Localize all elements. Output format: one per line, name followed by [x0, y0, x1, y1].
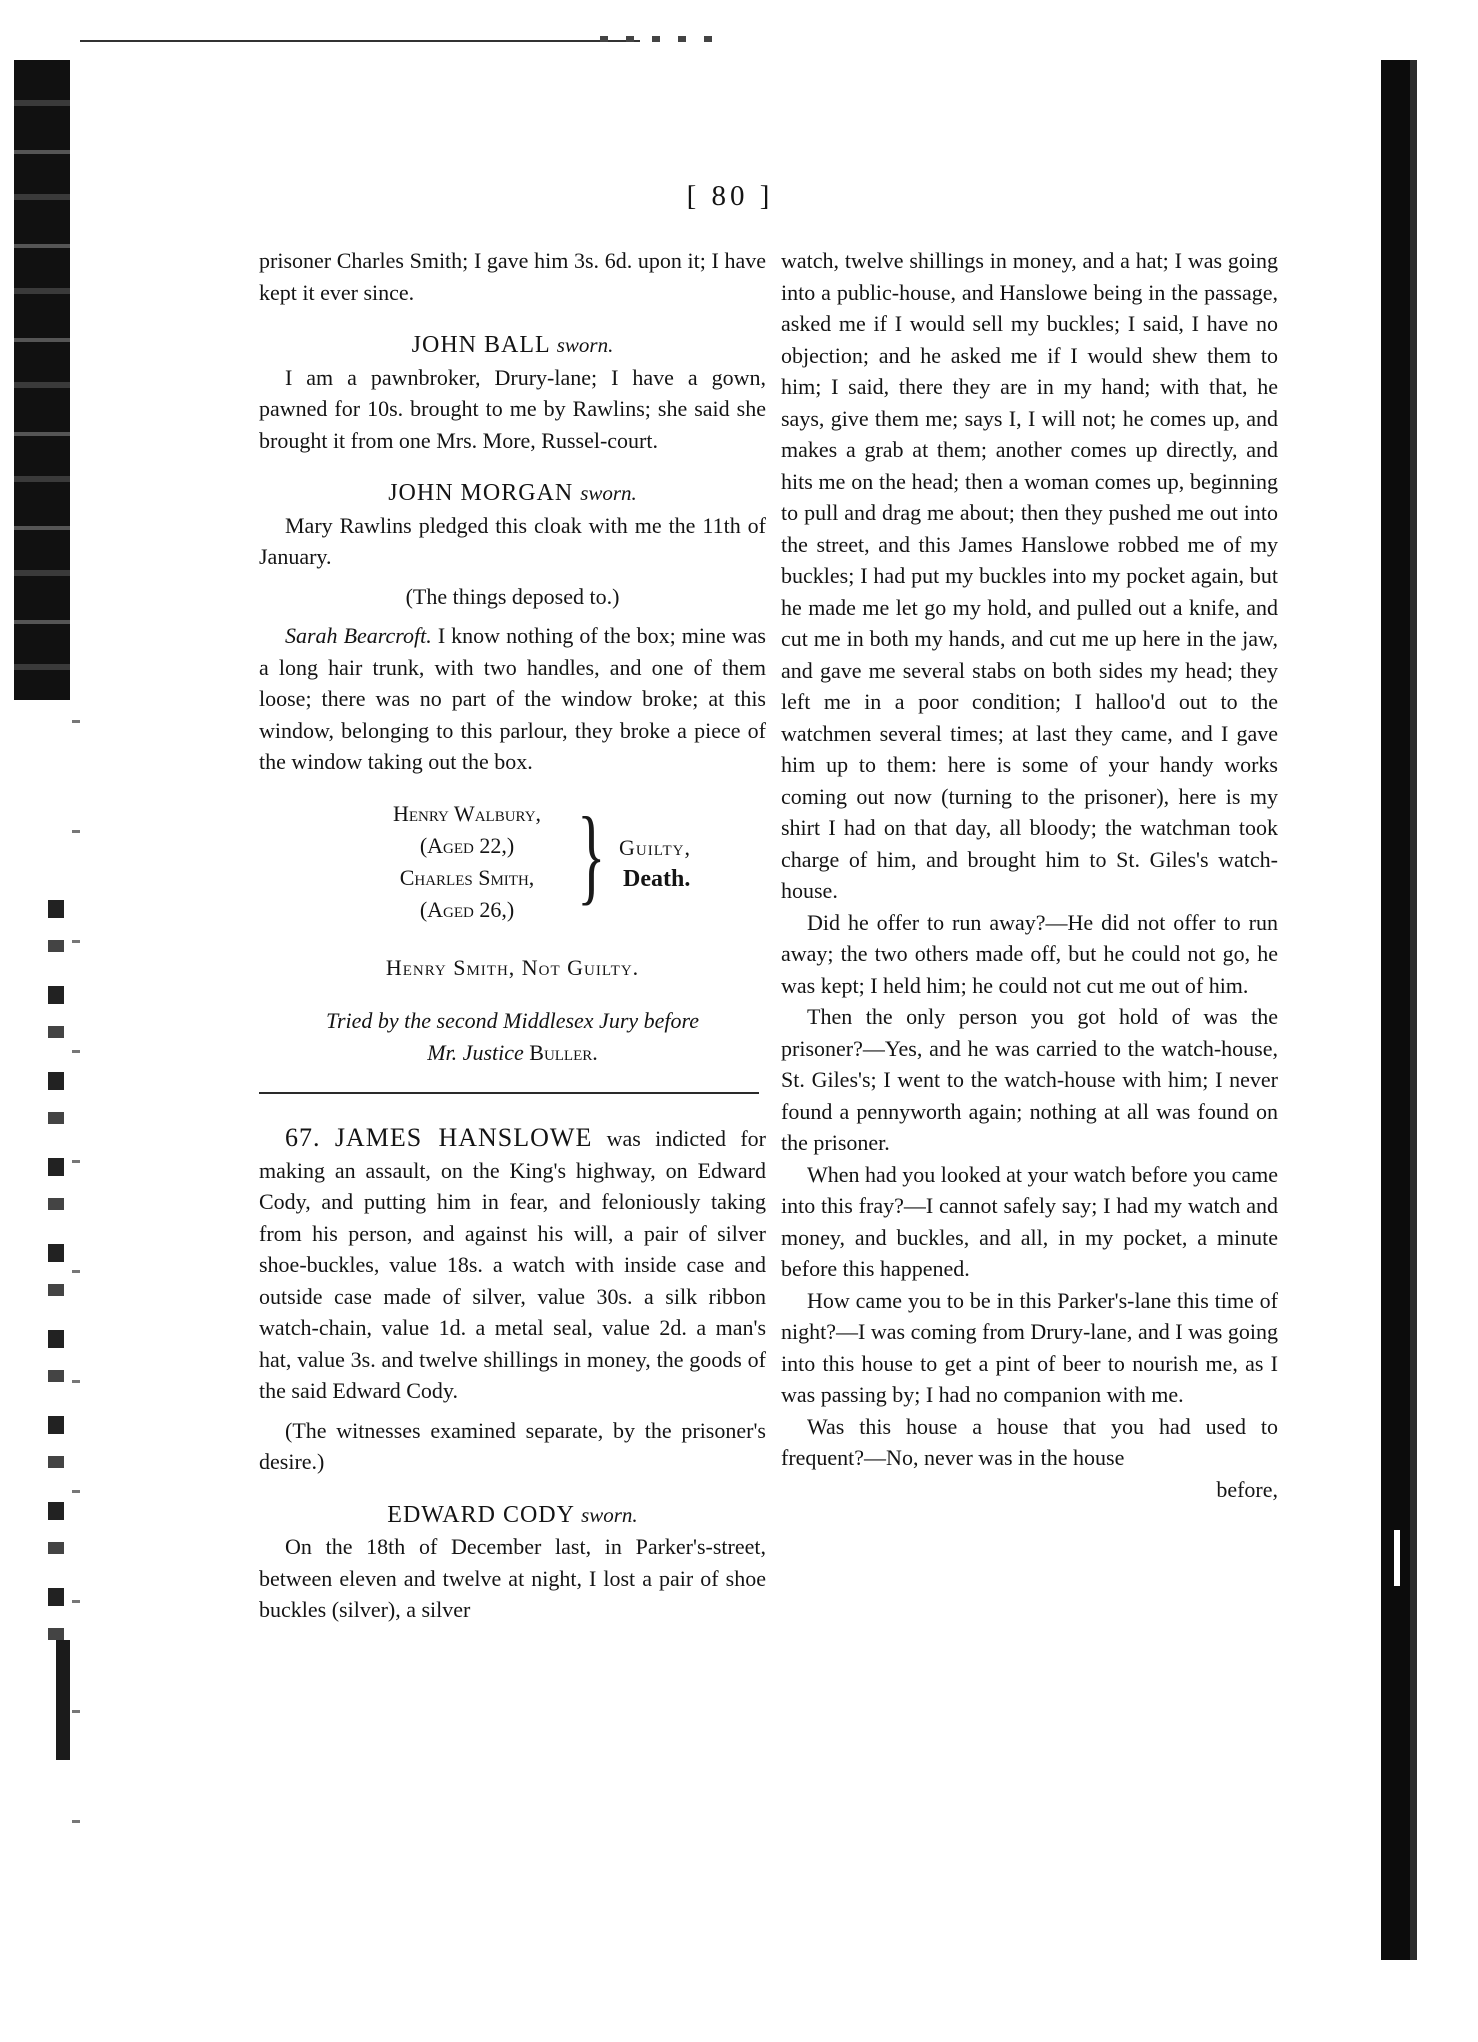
verdict-guilty: Guilty,: [619, 834, 691, 860]
case-separator-rule: [259, 1092, 759, 1094]
indictment-text: was indicted for making an assault, on the King's highway, on Edward Cody, and putting him in fear, and feloniously taking from his person, and against his will, a pair of silver shoe-buckles, value 18s. a watch with inside case and outside case made of silver, value 30s. a silk ribbon watch-chain, value 1d. a metal seal, value 2d. a man's hat, value 3s. and twelve shillings in money, the goods of the said Edward Cody.: [259, 1126, 766, 1403]
verdict-not-guilty: Henry Smith, Not Guilty.: [385, 954, 640, 980]
judge-name: Buller.: [529, 1039, 598, 1065]
testimony-continuation: watch, twelve shillings in money, and a hat; I was going into a public-house, and Hanslowe being in the passage, asked me if I would sell my buckles; I said, I have no objection; and he asked me if I would shew them to him; I said, there they are in my hand; with that, he says, give them me; says I, I will not; he comes up, and makes a grab at them; another comes up directly, and hits me on the head; then a woman comes up, beginning to pull and drag me about; then they pushed me out into the street, and this James Hanslowe robbed me of my buckles; I had put my buckles into my pocket again, but he made me let go my hold, and pulled out a knife, and cut me in both my hands, and cut me up here in the jaw, and gave me several stabs on both sides my head; they left me in a poor condition; I halloo'd out to the watchmen several times; at last they came, and I gave him up to them: here is some of your handy works coming out now (turning to the prisoner), here is my shirt I had on that day, all bloody; the watchman took charge of him, and brought him to St. Giles's watch-house.: [781, 248, 1278, 903]
sworn-label: sworn.: [580, 481, 637, 505]
witness-heading-cody: [259, 1500, 766, 1532]
testimony-text: I know nothing of the box; mine was a long hair trunk, with two handles, and one of them loose; there was no part of the window broke; at this window, belonging to this parlour, they broke a piece of the window taking out the box.: [259, 623, 766, 774]
jury-note: [259, 1005, 766, 1068]
defendant-name: JAMES HANSLOWE: [334, 1123, 593, 1152]
left-binding-marks: [48, 900, 64, 1660]
defendant-age: (Aged 22,): [419, 832, 515, 858]
left-binding-block: [56, 1640, 70, 1760]
witness-name: EDWARD CODY: [387, 1501, 575, 1528]
things-deposed-note: (The things deposed to.): [405, 583, 620, 609]
brace-glyph: }: [577, 795, 606, 915]
question-answer: When had you looked at your watch before you came into this fray?—I cannot safely say; I had my watch and money, and buckles, and all, in my pocket, a minute before this happened.: [781, 1161, 1278, 1281]
top-edge-dashes: [600, 36, 720, 42]
witness-name: JOHN MORGAN: [388, 480, 574, 506]
right-binding-notch: [1394, 1530, 1400, 1586]
case-number: 67.: [285, 1123, 321, 1152]
catchword: before,: [1216, 1476, 1278, 1502]
question-answer: How came you to be in this Parker's-lane this time of night?—I was coming from Drury-lane, and I was going into this house to get a pint of beer to nourish me, as I was passing by; I had no companion with me.: [781, 1287, 1278, 1407]
witness-name: JOHN BALL: [411, 332, 550, 358]
defendant-age: (Aged 26,): [419, 896, 515, 922]
question-answer: Was this house a house that you had used to frequent?—No, never was in the house: [781, 1413, 1278, 1470]
sworn-label: sworn.: [581, 1502, 638, 1527]
sentence-death: Death.: [623, 865, 691, 892]
page-number: [ 80 ]: [686, 180, 774, 212]
testimony-cody: On the 18th of December last, in Parker's-street, between eleven and twelve at night, I lost a pair of shoe buckles (silver), a silver: [259, 1534, 766, 1622]
indictment-paragraph: [259, 1122, 766, 1407]
speaker-name: Sarah Bearcroft.: [285, 623, 432, 648]
defendant-name: Henry Walbury,: [392, 800, 542, 826]
question-answer: Did he offer to run away?—He did not offer to run away; the two others made off, but he could not go, he was kept; I held him; he could not cut me out of him.: [781, 909, 1278, 998]
testimony-ball: I am a pawnbroker, Drury-lane; I have a gown, pawned for 10s. brought to me by Rawlins; she said she brought it from one Mrs. More, Russel-court.: [259, 364, 766, 453]
question-answer: Then the only person you got hold of was the prisoner?—Yes, and he was carried to the watch-house, St. Giles's; I went to the watch-house with him; I never found a pennyworth again; nothing at all was found on the prisoner.: [781, 1004, 1278, 1155]
jury-line: Tried by the second Middlesex Jury before: [325, 1008, 700, 1033]
top-edge-rule: [80, 40, 640, 42]
right-column: [781, 245, 1278, 1505]
verdict-block: [259, 795, 766, 938]
left-binding-shadow: [14, 60, 70, 700]
continuation-paragraph: prisoner Charles Smith; I gave him 3s. 6d. upon it; I have kept it ever since.: [259, 248, 766, 305]
testimony-morgan: Mary Rawlins pledged this cloak with me the 11th of January.: [259, 512, 766, 569]
witnesses-note: (The witnesses examined separate, by the prisoner's desire.): [259, 1417, 766, 1474]
right-binding-shadow: [1381, 60, 1417, 1960]
judge-line: [259, 1037, 766, 1069]
witness-heading-ball: [259, 330, 766, 362]
witness-heading-morgan: [259, 478, 766, 510]
testimony-bearcroft: [259, 620, 766, 778]
left-column: [259, 245, 766, 1626]
defendant-name: Charles Smith,: [399, 864, 535, 890]
judge-title: Mr. Justice: [427, 1039, 530, 1065]
sworn-label: sworn.: [556, 333, 614, 357]
left-margin-specks: [72, 720, 80, 1920]
